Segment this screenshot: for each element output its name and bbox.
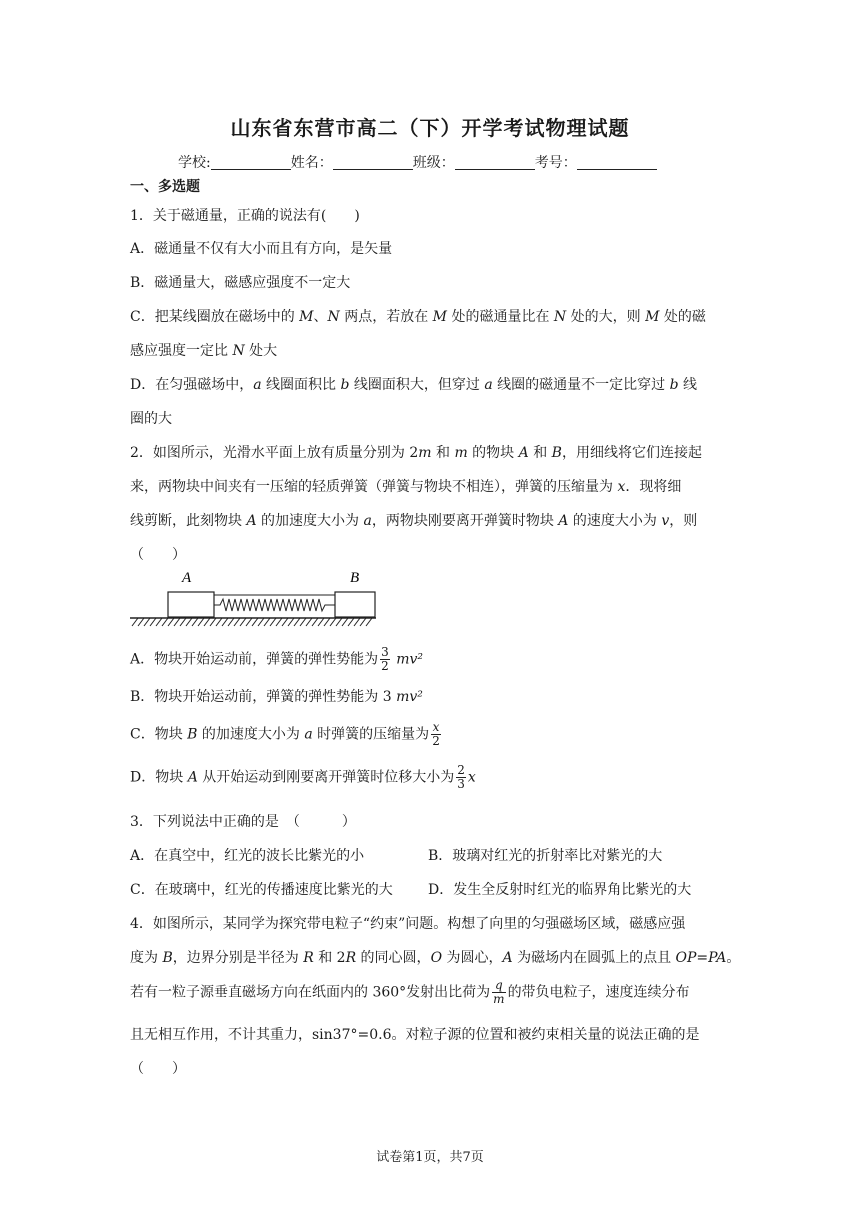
fraction-q-m: $\frac{q}{m}$ [493,978,505,1006]
q3-option-c: C．在玻璃中，红光的传播速度比紫光的大 [130,882,393,898]
q1-option-d-line1: D．在匀强磁场中，a 线圈面积比 b 线圈面积大，但穿过 a 线圈的磁通量不一定比穿过 b 线 [130,377,698,393]
q4-stem-line2: 度为 B，边界分别是半径为 R 和 2R 的同心圆，O 为圆心，A 为磁场内在圆弧上的点且 OP=PA。 [130,950,741,966]
q3-option-b: B．玻璃对红光的折射率比对紫光的大 [428,848,663,864]
q4-stem-line3: 若有一粒子源垂直磁场方向在纸面内的 360°发射出比荷为 $\frac{q}{m}$ 的带负电粒子，速度连续分布 [130,978,690,1006]
fraction-3-2: $\frac{3}{2}$ [381,645,389,673]
ground-hatching [132,618,372,626]
compressed-spring [214,599,335,611]
q4-stem-line4: 且无相互作用，不计其重力，sin37°=0.6。对粒子源的位置和被约束相关量的说法正确的是 [130,1027,700,1043]
q2-option-a: A．物块开始运动前，弹簧的弹性势能为 $\frac{3}{2}$ mv² [130,645,423,673]
q1-option-a: A．磁通量不仅有大小而且有方向，是矢量 [130,241,393,257]
figure-label-b: B [350,570,360,586]
id-blank[interactable] [577,155,657,170]
q3-stem: 3．下列说法中正确的是 （ ） [130,814,356,830]
class-blank[interactable] [455,155,535,170]
block-b [335,592,375,617]
q2-stem-line2: 来，两物块中间夹有一压缩的轻质弹簧（弹簧与物块不相连），弹簧的压缩量为 x．现将细 [130,479,682,495]
school-blank[interactable] [211,155,291,170]
q1-option-c-line2: 感应强度一定比 N 处大 [130,343,278,359]
q2-stem-line1: 2．如图所示，光滑水平面上放有质量分别为 2m 和 m 的物块 A 和 B，用细线将它们连接起 [130,445,702,461]
q2-stem-line4: （ ） [130,547,186,563]
q4-stem-line5: （ ） [130,1061,186,1077]
page-footer: 试卷第1页，共7页 [376,1150,484,1165]
name-label: 姓名： [290,155,333,171]
q2-option-c: C．物块 B 的加速度大小为 a 时弹簧的压缩量为 $\frac{x}{2}$ [130,720,440,748]
block-a [168,592,214,617]
school-label: 学校: [178,155,211,171]
fraction-x-2: $\frac{x}{2}$ [432,720,440,748]
q2-option-d: D．物块 A 从开始运动到刚要离开弹簧时位移大小为 $\frac{2}{3}$ x [130,763,476,791]
q1-option-d-line2: 圈的大 [130,411,172,427]
spring-blocks-figure [128,566,378,632]
q1-stem: 1．关于磁通量，正确的说法有( ) [130,208,360,224]
figure-label-a: A [182,570,192,586]
class-label: 班级： [412,155,455,171]
q1-option-b: B．磁通量大，磁感应强度不一定大 [130,275,351,291]
fraction-2-3: $\frac{2}{3}$ [457,763,465,791]
student-info-line [178,152,657,172]
page-title: 山东省东营市高二（下）开学考试物理试题 [230,116,630,140]
q4-stem-line1: 4．如图所示，某同学为探究带电粒子“约束”问题。构想了向里的匀强磁场区域，磁感应强 [130,916,686,932]
section-heading: 一、多选题 [130,179,200,195]
id-label: 考号： [534,155,577,171]
q2-stem-line3: 线剪断，此刻物块 A 的加速度大小为 a，两物块刚要离开弹簧时物块 A 的速度大小为 v，则 [130,513,698,529]
q3-option-d: D．发生全反射时红光的临界角比紫光的大 [428,882,692,898]
q2-option-b: B．物块开始运动前，弹簧的弹性势能为 3 mv² [130,689,423,705]
q3-option-a: A．在真空中，红光的波长比紫光的小 [130,848,365,864]
q1-option-c-line1: C．把某线圈放在磁场中的 M、N 两点，若放在 M 处的磁通量比在 N 处的大，则 M 处的磁 [130,309,706,325]
name-blank[interactable] [333,155,413,170]
